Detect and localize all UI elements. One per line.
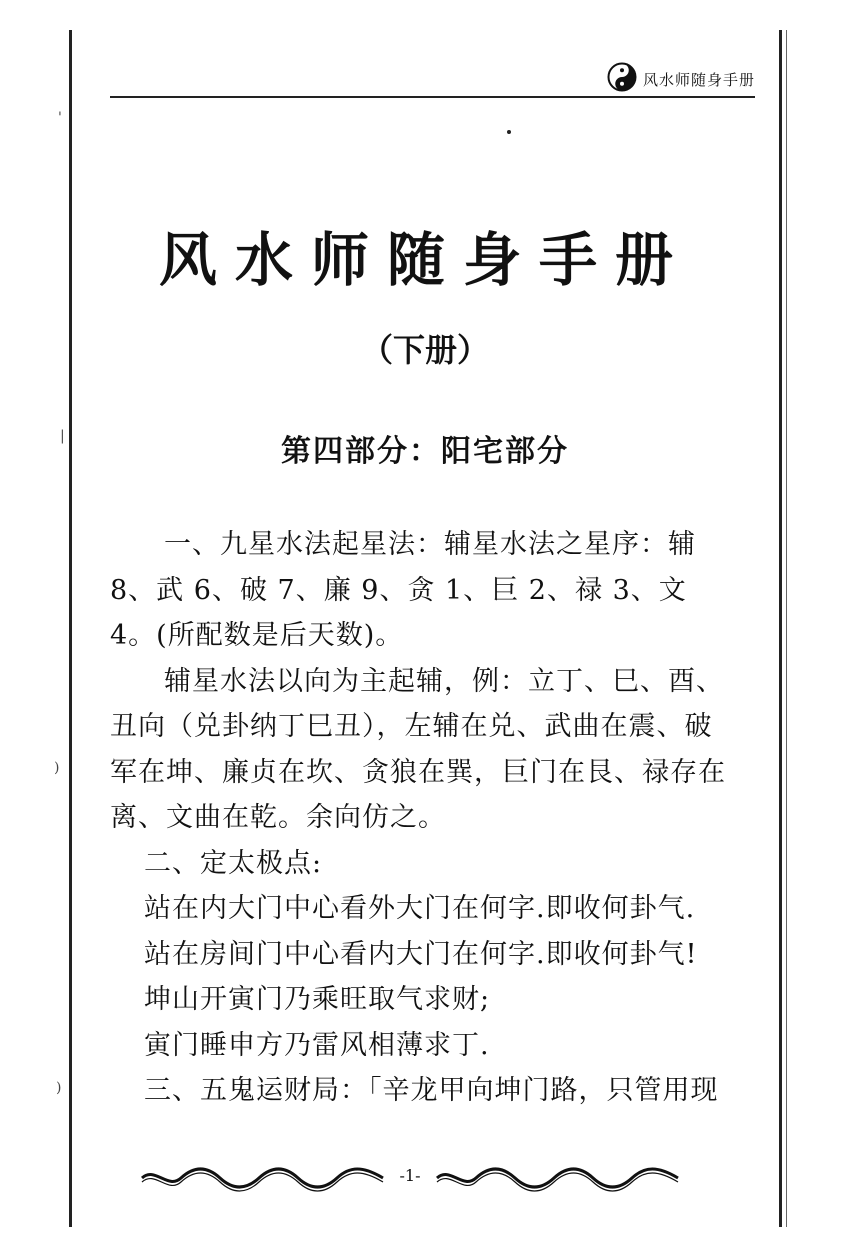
- left-margin-rule: [69, 30, 72, 1227]
- right-margin-rule: [779, 30, 782, 1227]
- decorative-wave-left-icon: [140, 1160, 385, 1196]
- speck: [507, 130, 511, 134]
- section-heading: 第四部分：阳宅部分: [281, 434, 569, 469]
- body-text: [110, 522, 740, 1114]
- margin-mark: ': [58, 110, 62, 126]
- paragraph-fu-star: 辅星水法以向为主起辅，例：立丁、巳、酉、丑向（兑卦纳丁巳丑），左辅在兑、武曲在震、破军在坤、廉贞在坎、贪狼在巽，巨门在艮、禄存在离、文曲在乾。余向仿之。: [110, 665, 726, 833]
- right-margin-rule-thin: [786, 30, 787, 1227]
- paragraph-nine-star: 一、九星水法起星法：辅星水法之星序：辅 8、武 6、破 7、廉 9、贪 1、巨 2、禄 3、文 4。(所配数是后天数)。: [110, 529, 696, 651]
- paragraph-line: 站在内大门中心看外大门在何字.即收何卦气.: [144, 893, 696, 924]
- header-rule: [110, 96, 755, 98]
- paragraph-line: 站在房间门中心看内大门在何字.即收何卦气!: [144, 938, 698, 970]
- margin-mark: ): [54, 760, 60, 776]
- running-header: [110, 60, 755, 98]
- page-number: -1-: [399, 1166, 421, 1185]
- yin-yang-icon: [607, 62, 637, 92]
- paragraph-taiji-heading: 二、定太极点:: [144, 847, 323, 879]
- paragraph-five-ghosts: 三、五鬼运财局：「辛龙甲向坤门路，只管用现: [144, 1075, 719, 1106]
- decorative-wave-right-icon: [435, 1160, 680, 1196]
- margin-mark: ): [56, 1080, 62, 1096]
- page-footer: [140, 1160, 680, 1196]
- paragraph-line: 寅门睡申方乃雷风相薄求丁.: [144, 1029, 490, 1061]
- header-title: 风水师随身手册: [642, 71, 755, 89]
- document-subtitle: （下册）: [360, 331, 489, 369]
- margin-mark: |: [60, 428, 65, 444]
- document-title: 风水师随身手册: [158, 226, 691, 294]
- paragraph-line: 坤山开寅门乃乘旺取气求财;: [144, 984, 491, 1015]
